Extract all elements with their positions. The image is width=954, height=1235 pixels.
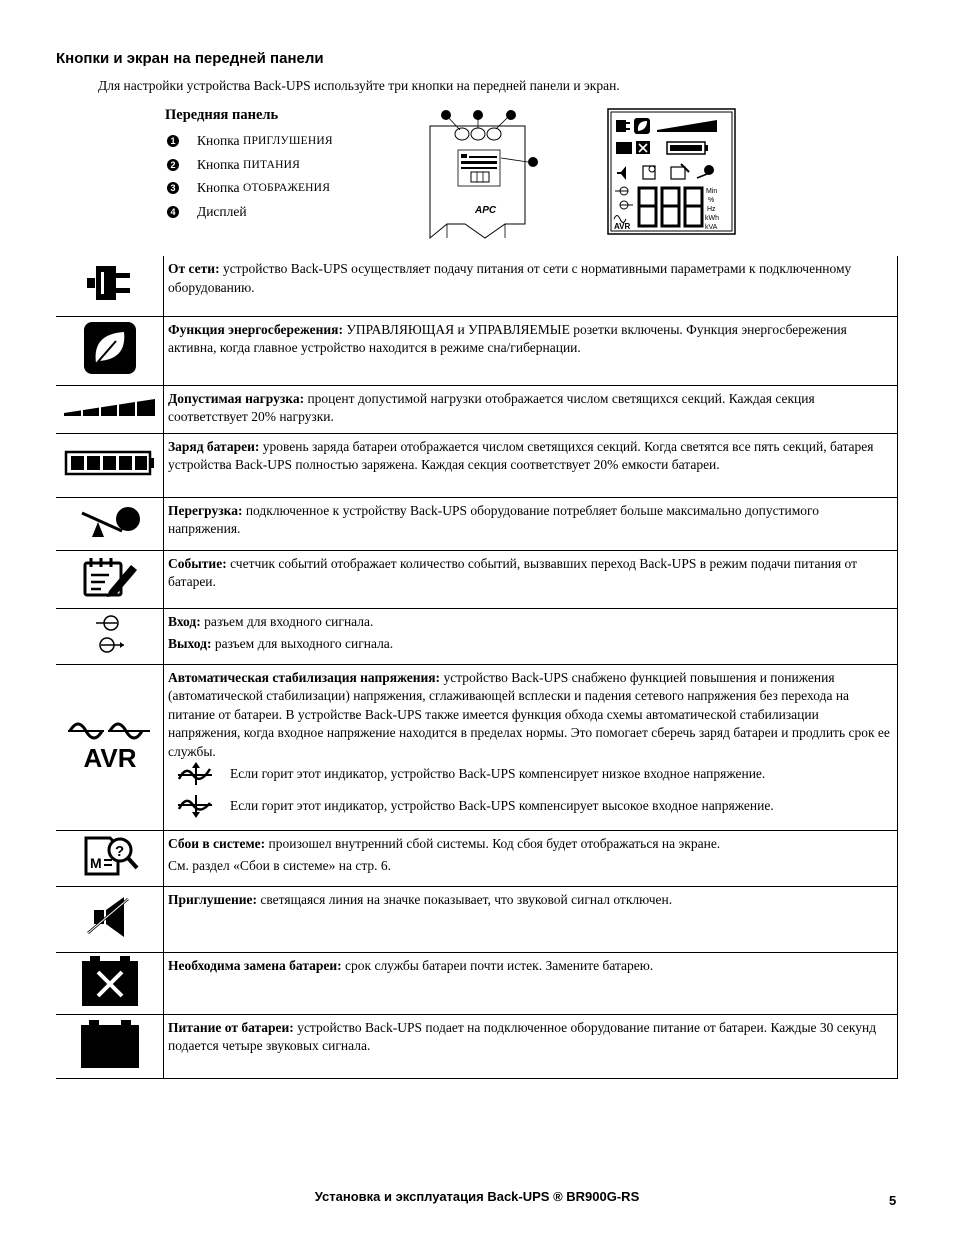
on-battery-icon	[79, 1018, 141, 1070]
table-row: Приглушение: светящаяся линия на значке показывает, что звуковой сигнал отключен.	[56, 886, 898, 952]
display-button[interactable]	[487, 128, 501, 140]
avr-boost-icon	[176, 761, 216, 787]
callout-number: 1	[167, 135, 179, 147]
system-fault-icon	[80, 834, 140, 878]
leaf-icon	[83, 321, 137, 375]
table-row: Перегрузка: подключенное к устройству Back-UPS оборудование потребляет больше максимально допустимого напряжения.	[56, 497, 898, 550]
avr-trim-row: Если горит этот индикатор, устройство Back-UPS компенсирует высокое входное напряжение.	[168, 793, 891, 819]
page-number: 5	[889, 1193, 897, 1208]
front-panel-diagram	[425, 106, 545, 240]
table-row: От сети: устройство Back-UPS осуществляет подачу питания от сети с нормативными параметрами к подключенному оборудованию.	[56, 256, 898, 316]
table-row: Необходима замена батареи: срок службы батареи почти истек. Замените батарею.	[56, 952, 898, 1014]
callout-3-icon	[506, 110, 516, 120]
avr-icon	[66, 717, 154, 773]
legend-item-display-button: 3 Кнопка ОТОБРАЖЕНИЯ	[167, 178, 330, 198]
table-row: Событие: счетчик событий отображает количество событий, вызвавших переход Back-UPS в режим подачи питания от батареи.	[56, 550, 898, 608]
table-row: Питание от батареи: устройство Back-UPS подает на подключенное оборудование питание от батареи. Каждые 30 секунд подается четыре звуковых сигнала.	[56, 1014, 898, 1078]
apc-logo: APC	[475, 205, 497, 216]
callout-1-icon	[441, 110, 451, 120]
avr-label: AVR	[614, 222, 631, 231]
legend-item-mute-button: 1 Кнопка ПРИГЛУШЕНИЯ	[167, 131, 333, 151]
replace-battery-icon	[80, 954, 140, 1008]
table-row: M ? Сбои в системе: произошел внутренний сбой системы. Код сбоя будет отображаться на экране. См. раздел «Сбои в системе» на стр. 6.	[56, 830, 898, 886]
battery-charge-icon	[64, 448, 156, 478]
power-button[interactable]	[471, 128, 485, 140]
load-bar-icon	[62, 395, 158, 419]
front-panel-heading: Передняя панель	[165, 107, 279, 123]
overload-icon	[78, 501, 142, 541]
mute-icon	[84, 893, 136, 941]
plug-icon	[84, 263, 136, 303]
avr-trim-icon	[176, 793, 216, 819]
lcd-display-diagram	[607, 108, 737, 236]
svg-text:AVR: AVR	[83, 742, 136, 773]
unit-kwh: kWh	[705, 215, 719, 222]
table-row: Заряд батареи: уровень заряда батареи отображается числом светящихся секций. Когда светятся все пять секций, батарея устройства Back-UPS полностью заряжена. Каждая секция соответствует 20% емкости батареи.	[56, 433, 898, 497]
avr-boost-row: Если горит этот индикатор, устройство Back-UPS компенсирует низкое входное напряжение.	[168, 761, 891, 787]
section-title: Кнопки и экран на передней панели	[56, 50, 324, 67]
intro-text: Для настройки устройства Back-UPS используйте три кнопки на передней панели и экран.	[98, 78, 620, 93]
callout-2-icon	[473, 110, 483, 120]
mini-display	[458, 150, 500, 186]
unit-percent: %	[708, 197, 715, 204]
table-row: AVR Автоматическая стабилизация напряжения: устройство Back-UPS снабжено функцией повышения и понижения (автоматической стабилизации) напряжения, сглаживающей всплески и падения сетевого напряжения без перехода на питание от батареи. В устройстве Back-UPS также имеется функция обхода схемы автоматической стабилизации напряжения, когда входное напряжение находится в пределах нормы. Это помогает сберечь заряд батареи и продлить срок ее службы. Если горит этот индикатор, устройство Back-UPS компенсирует низкое входное напряжение. Если горит этот индикатор, устройство Back-UPS компенсирует высокое входное напряжение.	[56, 664, 898, 830]
callout-number: 3	[167, 182, 179, 194]
event-icon	[79, 555, 141, 599]
callout-number: 2	[167, 159, 179, 171]
unit-hz: Hz	[707, 206, 716, 213]
indicator-table	[56, 256, 898, 1079]
svg-text:M: M	[89, 854, 102, 871]
unit-kva: kVA	[705, 224, 718, 231]
callout-4-icon	[528, 157, 538, 167]
callout-number: 4	[167, 206, 179, 218]
table-row: Вход: разъем для входного сигнала. Выход: разъем для выходного сигнала.	[56, 608, 898, 664]
legend-item-display: 4 Дисплей	[167, 202, 247, 222]
table-row: Допустимая нагрузка: процент допустимой нагрузки отображается числом светящихся секций. Каждая секция соответствует 20% нагрузки.	[56, 385, 898, 433]
input-output-icon	[93, 611, 127, 657]
mute-button[interactable]	[455, 128, 469, 140]
footer-title: Установка и эксплуатация Back-UPS ® BR900G-RS	[314, 1189, 640, 1204]
svg-text:?: ?	[114, 842, 124, 860]
table-row: Функция энергосбережения: УПРАВЛЯЮЩАЯ и УПРАВЛЯЕМЫЕ розетки включены. Функция энергосбережения активна, когда главное устройство находится в режиме сна/гибернации.	[56, 316, 898, 385]
legend-item-power-button: 2 Кнопка ПИТАНИЯ	[167, 155, 300, 175]
unit-min: Min	[706, 188, 718, 195]
